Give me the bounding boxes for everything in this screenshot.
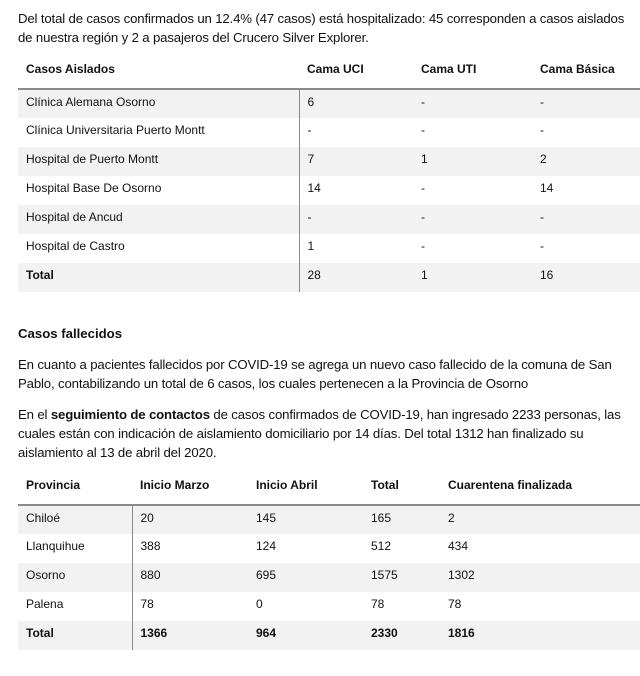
deaths-paragraph: En cuanto a pacientes fallecidos por COVID-19 se agrega un nuevo caso fallecido de la comuna de San Pablo, contabilizando un total de 6 casos, los cuales pertenecen a la Provincia de Osorno (18, 357, 612, 392)
cell-provincia: Llanquihue (18, 534, 132, 563)
table-total-row (18, 263, 640, 292)
cell-hospital: Hospital de Castro (18, 234, 299, 263)
cell-cuarentena: 1816 (440, 621, 640, 650)
table-total-row (18, 621, 640, 650)
cell-uci: 28 (299, 263, 413, 292)
cell-basica: 14 (540, 181, 554, 195)
table-row (18, 563, 640, 592)
cell-total-label: Total (18, 263, 299, 292)
table-row (18, 118, 640, 147)
cell-uti: - (413, 89, 532, 118)
cell-uci: - (299, 205, 413, 234)
cell-inicio-marzo: 78 (140, 597, 154, 611)
cell-inicio-abril: 695 (248, 563, 363, 592)
cell-uci: 6 (299, 89, 413, 118)
cell-basica: - (532, 205, 640, 234)
table-header-row (18, 50, 640, 89)
cell-total-label: Total (18, 621, 132, 650)
cell-uti: - (413, 205, 532, 234)
table-row (18, 147, 640, 176)
col-header-casos-aislados: Casos Aislados (18, 50, 299, 89)
cell-provincia: Palena (18, 592, 132, 621)
hospital-beds-table (18, 50, 640, 292)
cell-uti: 1 (413, 147, 532, 176)
cell-provincia: Chiloé (18, 505, 132, 534)
cell-cuarentena: 434 (448, 539, 469, 553)
col-header-cama-basica: Cama Básica (532, 50, 640, 89)
col-header-inicio-marzo: Inicio Marzo (132, 466, 248, 505)
deaths-heading: Casos fallecidos (18, 326, 123, 341)
cell-uti: - (421, 239, 425, 253)
col-header-cuarentena-finalizada: Cuarentena finalizada (440, 466, 640, 505)
cell-cuarentena: 1302 (440, 563, 640, 592)
cell-inicio-abril: 964 (248, 621, 363, 650)
table-row (18, 234, 640, 263)
cell-cuarentena: 2 (440, 505, 640, 534)
table-row (18, 205, 640, 234)
cell-total: 512 (371, 539, 392, 553)
cell-uci: 14 (307, 181, 321, 195)
cell-inicio-marzo: 880 (132, 563, 248, 592)
cell-inicio-abril: 145 (248, 505, 363, 534)
col-header-provincia: Provincia (18, 466, 132, 505)
table-row (18, 89, 640, 118)
intro-paragraph: Del total de casos confirmados un 12.4% (47 casos) está hospitalizado: 45 corresponden a casos aislados de nuestra región y 2 a pasajeros del Crucero Silver Explorer. (18, 11, 625, 46)
cell-total: 2330 (363, 621, 440, 650)
cell-basica: 2 (532, 147, 640, 176)
cell-total: 165 (363, 505, 440, 534)
cell-uti: - (421, 181, 425, 195)
table-header-row (18, 466, 640, 505)
cell-hospital: Hospital Base De Osorno (18, 176, 299, 205)
cell-inicio-abril: 0 (256, 597, 263, 611)
cell-basica: - (532, 89, 640, 118)
cell-uci: 1 (307, 239, 315, 253)
cell-inicio-marzo: 20 (132, 505, 248, 534)
contacts-prefix: En el (18, 407, 51, 423)
col-header-total: Total (363, 466, 440, 505)
cell-inicio-marzo: 388 (140, 539, 161, 553)
cell-uci: 7 (299, 147, 413, 176)
cell-inicio-abril: 124 (256, 539, 277, 553)
contacts-paragraph (18, 405, 628, 462)
table-row (18, 534, 640, 563)
table-row (18, 176, 640, 205)
cell-uti: - (421, 123, 425, 137)
cell-hospital: Hospital de Puerto Montt (18, 147, 299, 176)
contacts-suffix: de casos confirmados de COVID-19, han ingresado 2233 personas, las cuales están con indicación de aislamiento domiciliario por 14 días. Del total 1312 han finalizado su aislamiento al 13 de abril del 2020. (18, 407, 621, 461)
cell-uci: - (307, 123, 312, 137)
col-header-inicio-abril: Inicio Abril (248, 466, 363, 505)
cell-hospital: Hospital de Ancud (18, 205, 299, 234)
cell-basica: - (540, 123, 544, 137)
table-row (18, 505, 640, 534)
cell-basica: - (540, 239, 544, 253)
cell-inicio-marzo: 1366 (132, 621, 248, 650)
cell-cuarentena: 78 (448, 597, 462, 611)
cell-provincia: Osorno (18, 563, 132, 592)
cell-total: 78 (371, 597, 385, 611)
cell-uti: 1 (413, 263, 532, 292)
cell-hospital: Clínica Alemana Osorno (18, 89, 299, 118)
province-contacts-table (18, 466, 640, 650)
table-row (18, 592, 640, 621)
col-header-cama-uti: Cama UTI (413, 50, 532, 89)
cell-hospital: Clínica Universitaria Puerto Montt (18, 118, 299, 147)
col-header-cama-uci: Cama UCI (299, 50, 413, 89)
cell-total: 1575 (363, 563, 440, 592)
cell-basica: 16 (532, 263, 640, 292)
contacts-bold-phrase: seguimiento de contactos (50, 407, 210, 423)
